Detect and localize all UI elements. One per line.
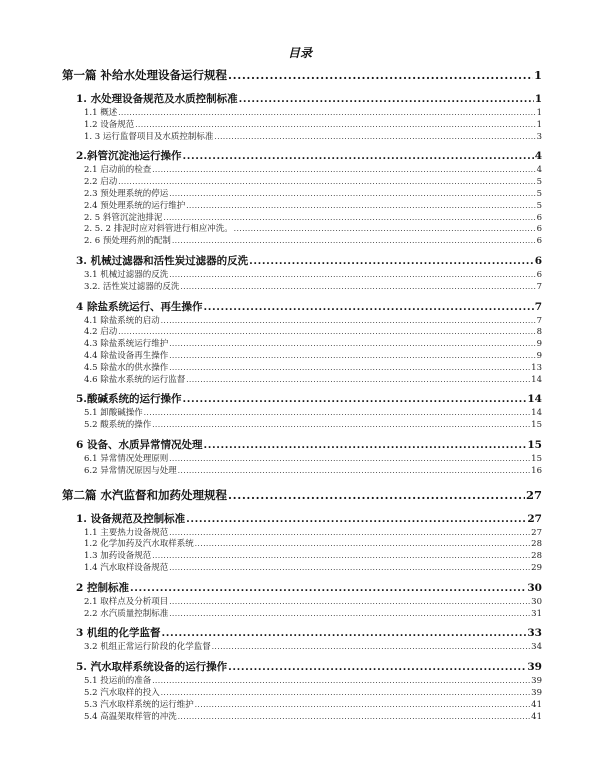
- toc-subsection-entry[interactable]: [62, 563, 542, 575]
- toc-subsection-entry-page-number: 39: [531, 687, 542, 698]
- toc-subsection-entry-label: 2.4 预处理系统的运行维护: [84, 200, 186, 211]
- dot-leader: [195, 700, 530, 712]
- toc-section-entry-page-number: 1: [534, 93, 542, 105]
- toc-subsection-entry-page-number: 14: [531, 374, 542, 385]
- dot-leader: [169, 189, 535, 201]
- toc-part-entry[interactable]: [62, 484, 542, 506]
- toc-section-entry-page-number: 27: [527, 512, 542, 525]
- toc-subsection-entry[interactable]: [62, 236, 542, 248]
- toc-subsection-entry-page-number: 14: [531, 408, 542, 419]
- toc-section-entry[interactable]: [62, 298, 542, 316]
- toc-subsection-entry-label: 1. 3 运行监督项目及水质控制标准: [84, 131, 214, 142]
- toc-subsection-entry-page-number: 30: [531, 596, 542, 607]
- toc-section-entry-page-number: 7: [534, 300, 542, 313]
- toc-subsection-entry-page-number: 27: [531, 527, 542, 538]
- dot-leader: [249, 252, 534, 270]
- toc-subsection-entry-label: 4.3 除盐系统运行维护: [84, 339, 169, 350]
- toc-subsection-entry-label: 5.3 汽水取样系统的运行维护: [84, 699, 194, 710]
- dot-leader: [118, 327, 535, 339]
- toc-subsection-entry-label: 5.1 投运前的准备: [84, 676, 152, 687]
- toc-subsection-entry-label: 2. 5. 2 排泥时应对斜管进行相应冲洗。: [84, 224, 233, 235]
- toc-section-entry-label: 6 设备、水质异常情况处理: [76, 438, 203, 451]
- toc-subsection-entry-label: 4.2 启动: [84, 327, 118, 338]
- toc-subsection-entry-label: 1.1 概述: [84, 108, 118, 118]
- toc-section-entry[interactable]: [62, 252, 542, 270]
- toc-section-entry-label: 4 除盐系统运行、再生操作: [76, 300, 203, 313]
- toc-part-entry-page-number: 27: [525, 487, 542, 502]
- toc-subsection-entry-page-number: 8: [536, 327, 542, 338]
- toc-subsection-entry[interactable]: [62, 282, 542, 294]
- toc-subsection-entry-page-number: 41: [531, 711, 542, 722]
- toc-subsection-entry-page-number: 5: [536, 200, 542, 211]
- toc-section-entry-page-number: 15: [527, 438, 542, 451]
- dot-leader: [178, 712, 530, 724]
- toc-part-entry[interactable]: [62, 64, 542, 86]
- table-of-contents: [62, 64, 542, 723]
- toc-subsection-entry[interactable]: [62, 420, 542, 432]
- toc-subsection-entry-page-number: 4: [536, 165, 542, 176]
- toc-subsection-entry-label: 1.4 汽水取样设备规范: [84, 562, 169, 573]
- toc-subsection-entry[interactable]: [62, 224, 542, 236]
- dot-leader: [212, 642, 530, 654]
- toc-subsection-entry[interactable]: [62, 339, 542, 351]
- dot-leader: [152, 420, 530, 432]
- toc-subsection-entry-page-number: 5: [536, 188, 542, 199]
- toc-section-entry-page-number: 39: [527, 661, 542, 674]
- toc-subsection-entry[interactable]: [62, 189, 542, 201]
- toc-subsection-entry-page-number: 7: [536, 315, 542, 326]
- toc-subsection-entry-label: 6.2 异常情况原因与处理: [84, 465, 177, 476]
- toc-subsection-entry[interactable]: [62, 454, 542, 466]
- toc-section-entry-label: 5. 汽水取样系统设备的运行操作: [76, 661, 228, 674]
- toc-section-entry[interactable]: [62, 510, 542, 528]
- dot-leader: [203, 298, 533, 316]
- dot-leader: [118, 108, 535, 120]
- toc-subsection-entry-label: 5.2 汽水取样的投入: [84, 687, 160, 698]
- dot-leader: [161, 316, 536, 328]
- toc-subsection-entry-label: 3.2 机组正常运行阶段的化学监督: [84, 642, 211, 653]
- dot-leader: [169, 528, 530, 540]
- toc-subsection-entry[interactable]: [62, 120, 542, 132]
- dot-leader: [169, 363, 530, 375]
- toc-subsection-entry-page-number: 15: [531, 453, 542, 464]
- dot-leader: [169, 270, 535, 282]
- toc-subsection-entry-label: 1.2 化学加药及汽水取样系统: [84, 539, 194, 550]
- toc-section-entry-label: 1. 水处理设备规范及水质控制标准: [76, 93, 238, 105]
- toc-subsection-entry-page-number: 29: [531, 562, 542, 573]
- toc-part-entry-page-number: 1: [533, 68, 542, 82]
- dot-leader: [152, 676, 530, 688]
- dot-leader: [214, 132, 535, 144]
- toc-subsection-entry-label: 1.2 设备规范: [84, 119, 135, 130]
- toc-subsection-entry[interactable]: [62, 363, 542, 375]
- toc-section-entry-page-number: 6: [534, 254, 542, 267]
- toc-subsection-entry[interactable]: [62, 528, 542, 540]
- toc-subsection-entry-page-number: 39: [531, 676, 542, 687]
- toc-subsection-entry[interactable]: [62, 466, 542, 478]
- toc-subsection-entry-label: 4.1 除盐系统的启动: [84, 315, 160, 326]
- toc-subsection-entry-page-number: 6: [536, 212, 542, 223]
- toc-subsection-entry-label: 2.2 水汽质量控制标准: [84, 608, 169, 619]
- dot-leader: [228, 484, 525, 506]
- toc-subsection-entry[interactable]: [62, 609, 542, 621]
- dot-leader: [186, 201, 535, 213]
- toc-subsection-entry-label: 3.1 机械过滤器的反洗: [84, 269, 169, 280]
- toc-subsection-entry-page-number: 31: [531, 608, 542, 619]
- dot-leader: [169, 339, 535, 351]
- toc-subsection-entry[interactable]: [62, 351, 542, 363]
- toc-section-entry-label: 2.斜管沉淀池运行操作: [76, 150, 182, 163]
- toc-part-entry-label: 第二篇 水汽监督和加药处理规程: [62, 487, 228, 502]
- toc-subsection-entry[interactable]: [62, 165, 542, 177]
- toc-subsection-entry-page-number: 6: [536, 236, 542, 247]
- toc-subsection-entry[interactable]: [62, 642, 542, 654]
- toc-section-entry[interactable]: [62, 436, 542, 454]
- toc-section-entry-label: 5.酸碱系统的运行操作: [76, 393, 182, 406]
- toc-section-entry[interactable]: [62, 579, 542, 597]
- toc-subsection-entry[interactable]: [62, 700, 542, 712]
- page-title: 目录: [287, 46, 312, 60]
- dot-leader: [169, 563, 530, 575]
- toc-subsection-entry[interactable]: [62, 316, 542, 328]
- toc-section-entry-label: 1. 设备规范及控制标准: [76, 512, 186, 525]
- dot-leader: [161, 688, 530, 700]
- toc-subsection-entry[interactable]: [62, 375, 542, 387]
- toc-subsection-entry[interactable]: [62, 539, 542, 551]
- toc-subsection-entry-page-number: 9: [536, 339, 542, 350]
- toc-section-entry-label: 3 机组的化学监督: [76, 627, 161, 640]
- dot-leader: [130, 579, 526, 597]
- dot-leader: [178, 466, 530, 478]
- toc-subsection-entry[interactable]: [62, 408, 542, 420]
- toc-subsection-entry-label: 1.3 加药设备规范: [84, 551, 152, 562]
- toc-section-entry-page-number: 30: [527, 581, 542, 594]
- toc-subsection-entry[interactable]: [62, 688, 542, 700]
- toc-subsection-entry-page-number: 41: [531, 699, 542, 710]
- dot-leader: [169, 351, 535, 363]
- toc-section-entry[interactable]: [62, 658, 542, 676]
- toc-subsection-entry-page-number: 6: [536, 224, 542, 235]
- toc-part-entry-label: 第一篇 补给水处理设备运行规程: [62, 68, 228, 82]
- toc-section-entry-label: 2 控制标准: [76, 581, 129, 594]
- toc-subsection-entry-page-number: 34: [531, 642, 542, 653]
- toc-subsection-entry-page-number: 28: [531, 539, 542, 550]
- dot-leader: [163, 213, 535, 225]
- dot-leader: [234, 224, 536, 236]
- toc-subsection-entry-page-number: 5: [536, 177, 542, 188]
- dot-leader: [161, 624, 526, 642]
- toc-subsection-entry[interactable]: [62, 213, 542, 225]
- toc-subsection-entry-page-number: 7: [536, 281, 542, 292]
- toc-subsection-entry-page-number: 13: [531, 362, 542, 373]
- toc-subsection-entry-label: 2. 6 预处理药剂的配制: [84, 236, 171, 247]
- toc-subsection-entry-label: 3.2. 活性炭过滤器的反洗: [84, 281, 180, 292]
- toc-subsection-entry[interactable]: [62, 132, 542, 144]
- dot-leader: [203, 436, 526, 454]
- toc-subsection-entry-page-number: 6: [536, 269, 542, 280]
- dot-leader: [186, 375, 530, 387]
- toc-subsection-entry[interactable]: [62, 676, 542, 688]
- dot-leader: [186, 510, 526, 528]
- toc-subsection-entry-page-number: 1: [536, 119, 542, 130]
- dot-leader: [118, 177, 535, 189]
- toc-subsection-entry-label: 4.4 除盐设备再生操作: [84, 350, 169, 361]
- dot-leader: [182, 390, 526, 408]
- dot-leader: [169, 609, 530, 621]
- toc-subsection-entry-label: 5.1 卸酸碱操作: [84, 408, 143, 419]
- dot-leader: [169, 454, 530, 466]
- dot-leader: [152, 551, 530, 563]
- toc-section-entry[interactable]: [62, 147, 542, 165]
- dot-leader: [228, 64, 533, 86]
- toc-subsection-entry-page-number: 15: [531, 420, 542, 431]
- dot-leader: [135, 120, 535, 132]
- toc-section-entry[interactable]: [62, 390, 542, 408]
- toc-subsection-entry-page-number: 28: [531, 551, 542, 562]
- toc-subsection-entry[interactable]: [62, 270, 542, 282]
- toc-subsection-entry[interactable]: [62, 177, 542, 189]
- toc-subsection-entry-page-number: 9: [536, 350, 542, 361]
- toc-section-entry-page-number: 33: [527, 627, 542, 640]
- dot-leader: [228, 658, 526, 676]
- toc-subsection-entry-label: 2.2 启动: [84, 177, 118, 188]
- toc-subsection-entry-label: 1.1 主要热力设备规范: [84, 527, 169, 538]
- toc-subsection-entry-label: 6.1 异常情况处理原则: [84, 453, 169, 464]
- toc-subsection-entry-label: 2.1 启动前的检查: [84, 165, 152, 176]
- toc-subsection-entry-label: 5.2 酸系统的操作: [84, 420, 152, 431]
- toc-subsection-entry[interactable]: [62, 327, 542, 339]
- toc-subsection-entry[interactable]: [62, 551, 542, 563]
- toc-subsection-entry-label: 4.6 除盐水系统的运行监督: [84, 374, 186, 385]
- dot-leader: [152, 165, 535, 177]
- toc-subsection-entry-label: 5.4 高温架取样管的冲洗: [84, 711, 177, 722]
- toc-subsection-entry[interactable]: [62, 108, 542, 120]
- toc-subsection-entry-label: 2.3 预处理系统的停运: [84, 188, 169, 199]
- dot-leader: [195, 539, 530, 551]
- toc-section-entry[interactable]: [62, 624, 542, 642]
- dot-leader: [169, 597, 530, 609]
- dot-leader: [239, 90, 534, 108]
- dot-leader: [180, 282, 535, 294]
- toc-subsection-entry-page-number: 16: [531, 465, 542, 476]
- toc-subsection-entry[interactable]: [62, 712, 542, 724]
- toc-section-entry-label: 3. 机械过滤器和活性炭过滤器的反洗: [76, 254, 249, 267]
- toc-section-entry[interactable]: [62, 90, 542, 108]
- dot-leader: [144, 408, 530, 420]
- toc-subsection-entry-label: 2.1 取样点及分析项目: [84, 596, 169, 607]
- dot-leader: [172, 236, 536, 248]
- toc-subsection-entry[interactable]: [62, 597, 542, 609]
- toc-section-entry-page-number: 4: [534, 150, 542, 163]
- toc-subsection-entry[interactable]: [62, 201, 542, 213]
- toc-section-entry-page-number: 14: [527, 393, 542, 406]
- toc-subsection-entry-label: 4.5 除盐水的供水操作: [84, 362, 169, 373]
- dot-leader: [182, 147, 533, 165]
- toc-subsection-entry-page-number: 1: [536, 108, 542, 118]
- toc-subsection-entry-label: 2. 5 斜管沉淀池排泥: [84, 212, 163, 223]
- toc-subsection-entry-page-number: 3: [536, 131, 542, 142]
